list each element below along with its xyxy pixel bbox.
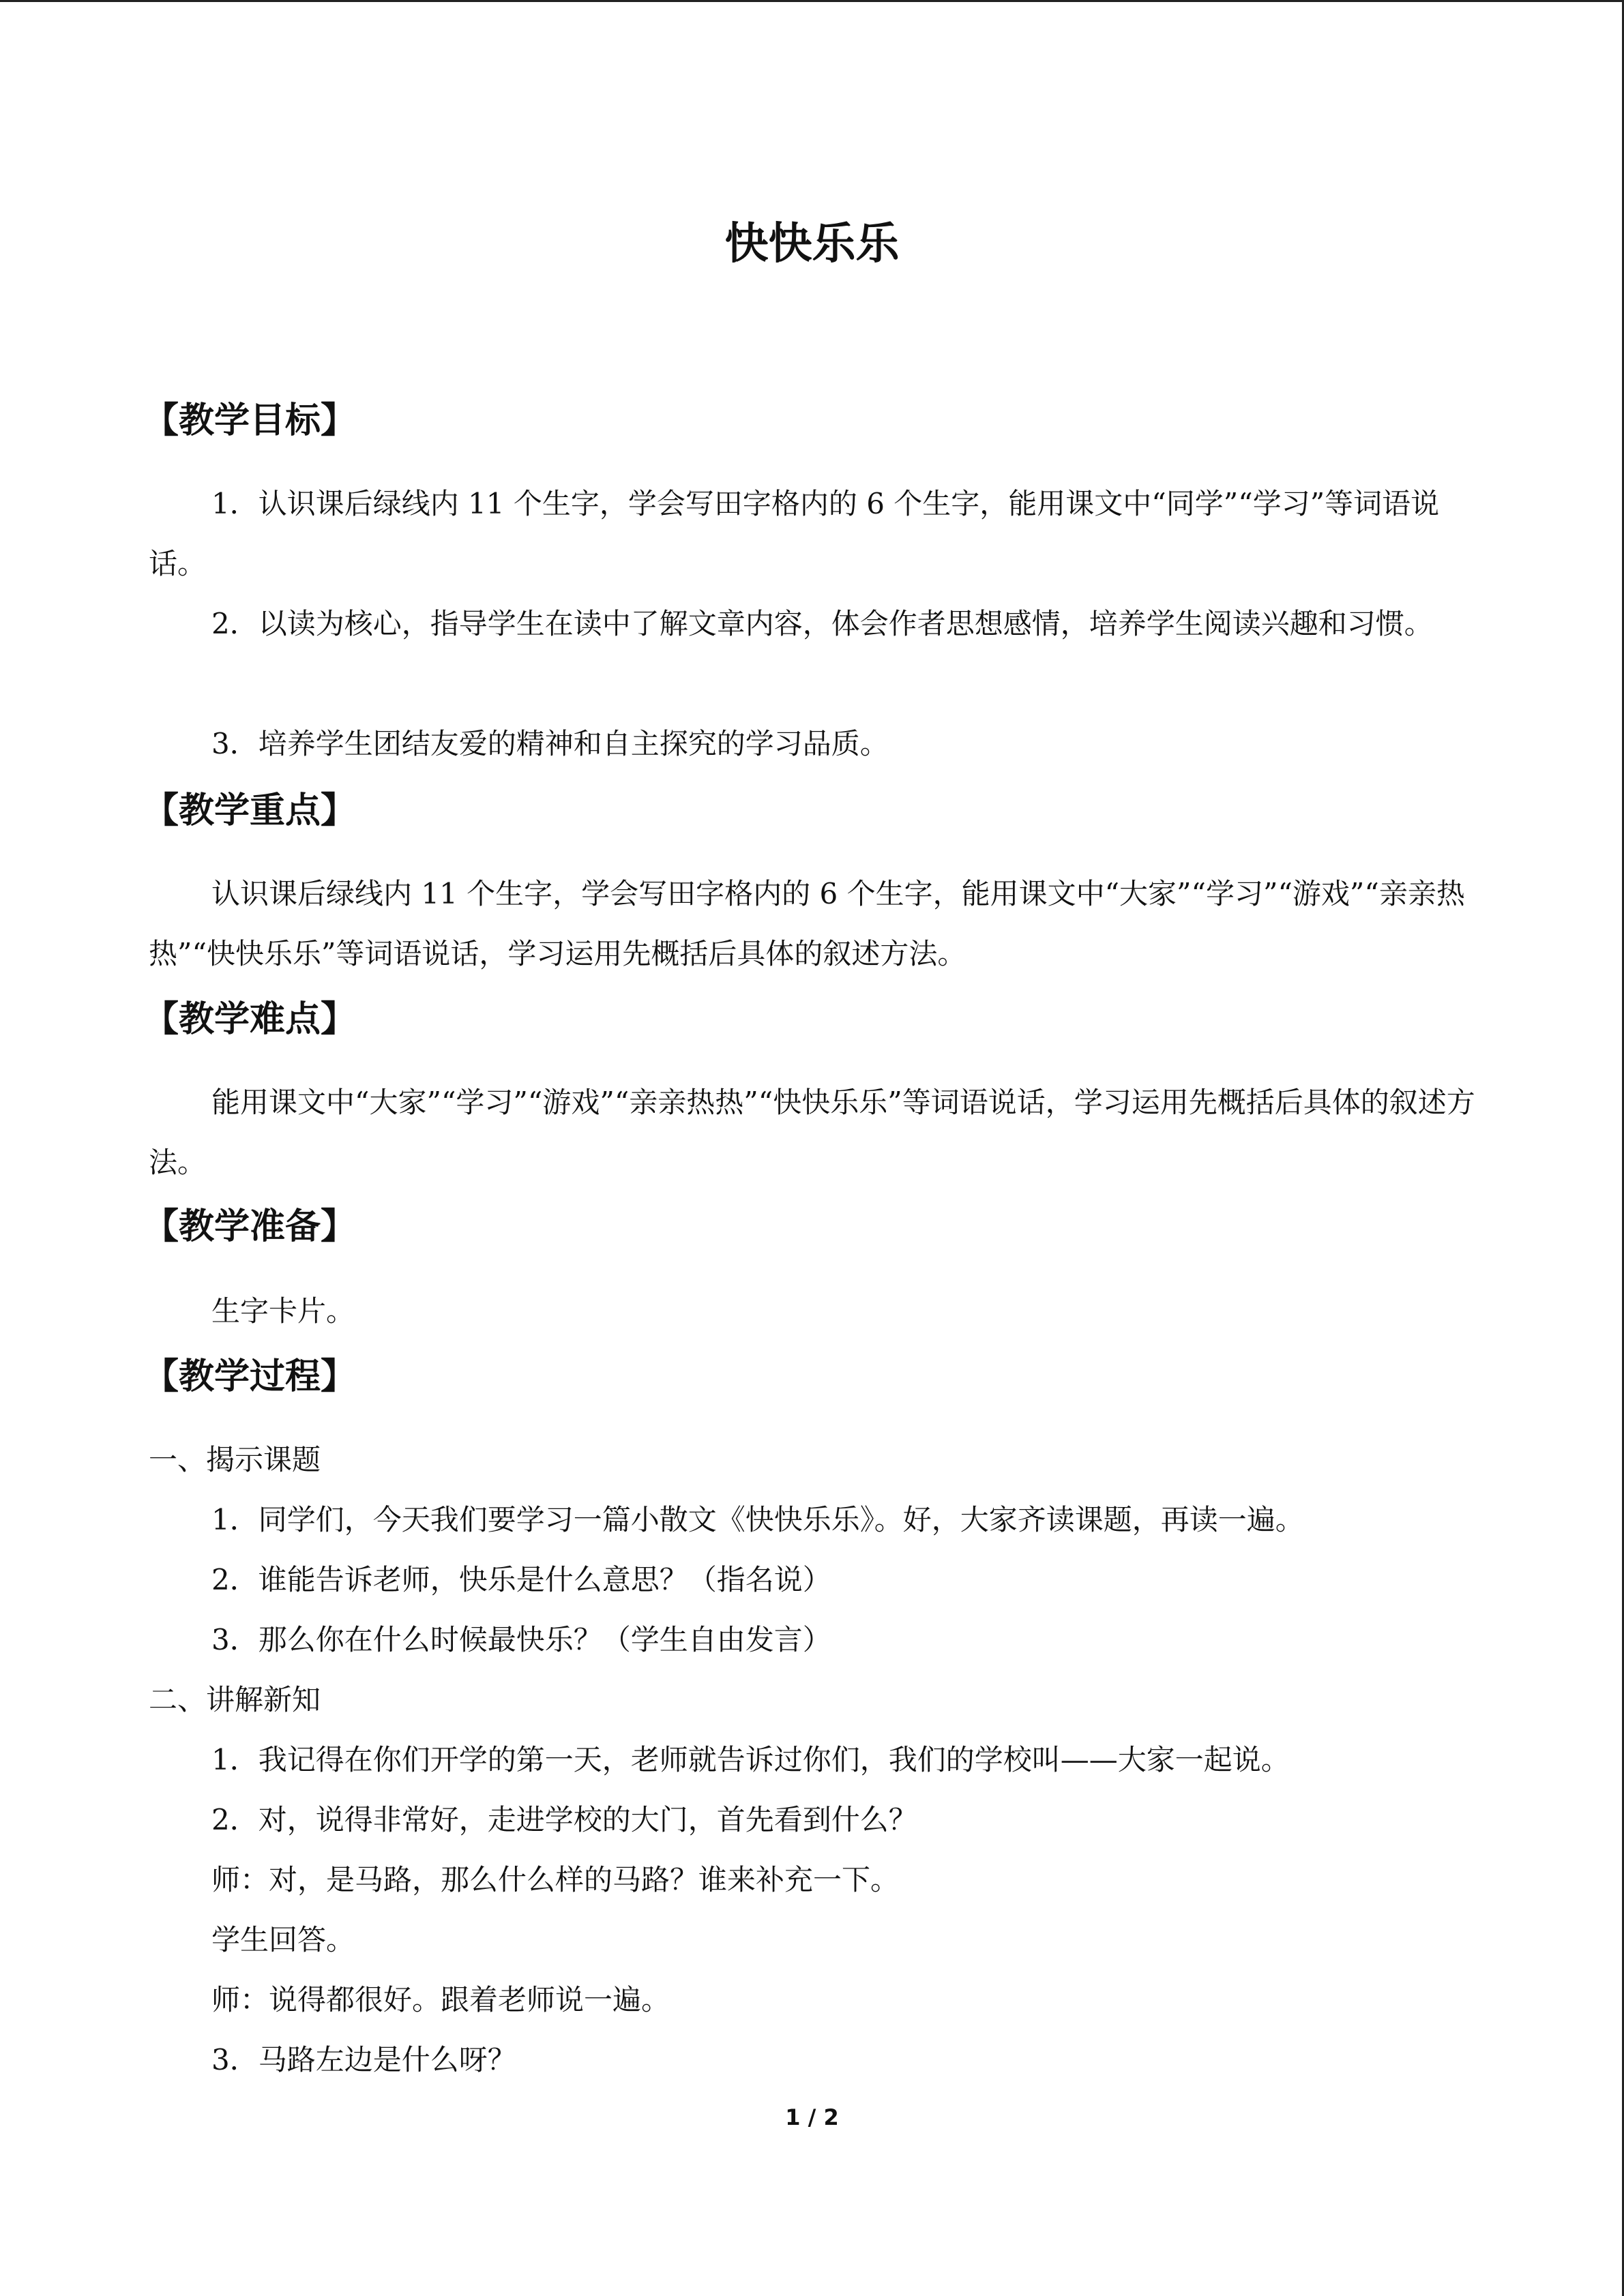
process-part-2-item-5: 师：说得都很好。跟着老师说一遍。 [211,1983,670,2016]
section-heading-key-points: 【教学重点】 [143,790,357,831]
section-heading-preparation: 【教学准备】 [143,1206,357,1247]
document-title: 快快乐乐 [724,219,900,269]
goal-item-3: 3．培养学生团结友爱的精神和自主探究的学习品质。 [211,727,889,760]
process-part-1-item-2: 2．谁能告诉老师，快乐是什么意思？（指名说） [211,1563,831,1596]
process-part-1-item-3: 3．那么你在什么时候最快乐？（学生自由发言） [211,1623,831,1656]
preparation-text: 生字卡片。 [211,1294,355,1328]
process-part-1-item-1: 1．同学们，今天我们要学习一篇小散文《快快乐乐》。好，大家齐读课题，再读一遍。 [211,1503,1304,1536]
key-points-text: 认识课后绿线内 11 个生字，学会写田字格内的 6 个生字，能用课文中“大家”“学习”“游戏”“亲亲热热”“快快乐乐”等词语说话，学习运用先概括后具体的叙述方法。 [149,877,1465,970]
process-part-2-item-1: 1．我记得在你们开学的第一天，老师就告诉过你们，我们的学校叫——大家一起说。 [211,1743,1290,1776]
goal-item-1: 1．认识课后绿线内 11 个生字，学会写田字格内的 6 个生字，能用课文中“同学”“学习”等词语说话。 [149,487,1440,580]
process-part-2-item-3: 师：对，是马路，那么什么样的马路？谁来补充一下。 [211,1863,900,1896]
section-heading-difficulties: 【教学难点】 [143,999,357,1040]
process-part-2-item-2: 2．对，说得非常好，走进学校的大门，首先看到什么？ [211,1803,917,1836]
section-heading-goals: 【教学目标】 [143,400,357,441]
process-part-1-title: 一、揭示课题 [149,1443,321,1476]
process-part-2-item-4: 学生回答。 [211,1923,355,1956]
section-heading-process: 【教学过程】 [143,1356,357,1397]
goal-item-2: 2．以读为核心，指导学生在读中了解文章内容，体会作者思想感情，培养学生阅读兴趣和习惯。 [211,607,1433,640]
process-part-2-item-6: 3．马路左边是什么呀？ [211,2043,516,2076]
page-number: 1 / 2 [785,2104,839,2130]
difficulties-text: 能用课文中“大家”“学习”“游戏”“亲亲热热”“快快乐乐”等词语说话，学习运用先概括后具体的叙述方法。 [149,1086,1475,1179]
process-part-2-title: 二、讲解新知 [149,1683,321,1716]
